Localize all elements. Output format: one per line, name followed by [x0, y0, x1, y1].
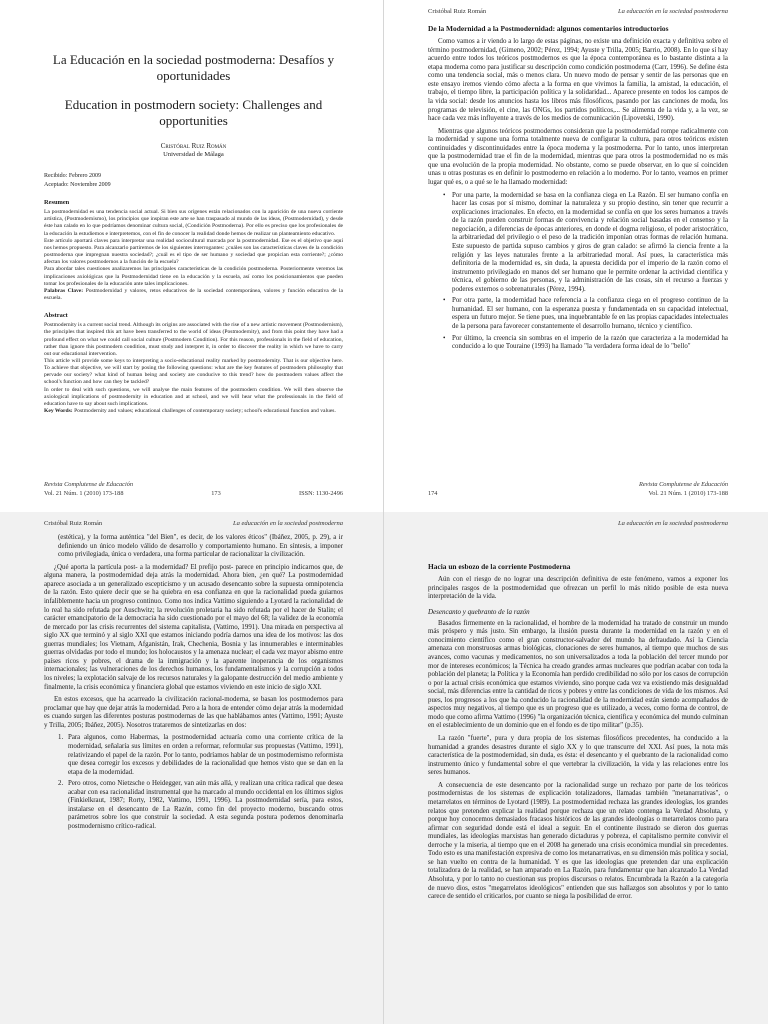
journal-volume: Vol. 21 Núm. 1 (2010) 173-188: [44, 489, 124, 497]
numbered-list: [58, 734, 343, 831]
bullet-item: [443, 334, 728, 352]
item-text: Pero otros, como Nietzsche o Heidegger, van aún más allá, y realizan una crítica radical que desea acabar con esa racionalidad instrumental que ha marcado al mundo occidental en los últimos siglos (Finkielkraut, 1987; Rorty, 1982, Vattimo, 1991, 1996). La postmodernidad sería, para estos, instalarse en el desencanto de La Razón, como fin del proyecto moderno, buscando otros parámetros sobre los que construir la sociedad. A esta segunda postura podemos denominarla postmodernismo crítico-radical.: [68, 780, 343, 830]
running-header-author: Cristóbal Ruiz Román: [44, 520, 103, 527]
section-heading: Hacia un esbozo de la corriente Postmoderna: [428, 562, 571, 571]
resumen-paragraph: Este artículo aportará claves para interpretar una realidad sociocultural marcada por la postmodernidad. Ese es el objetivo que aquí nos hemos propuesto. Para alcanzarlo partiremos de los siguientes interrogantes: ¿cuáles son las características claves de la condición postmoderna que impregnan nuestra sociedad?; ¿cuál es el tipo de ser humano y sociedad que propician esta corriente?; ¿cómo afectan los valores postmodernos a la función de la escuela?: [44, 237, 343, 266]
bullet-text: Por último, la creencia sin sombras en el imperio de la razón que caracteriza a la modernidad ha conducido a lo que Touraine (1993) ha llamado "la verdadera forma ideal de lo "bello": [452, 334, 728, 351]
running-header: [428, 520, 728, 527]
abstract-heading: Abstract: [44, 312, 68, 320]
page-footer: [428, 481, 728, 498]
page-173: [0, 0, 384, 512]
key-words-label: Key Words:: [44, 408, 73, 415]
running-header: [44, 520, 343, 527]
running-header-author: Cristóbal Ruiz Román: [428, 8, 487, 15]
bullet-item: [443, 297, 728, 331]
body-paragraph: Como vamos a ir viendo a lo largo de estas páginas, no existe una definición exacta y definitiva sobre el término postmodernidad, (Gimeno, 2002; Pérez, 1994; Ayuste y Trilla, 2005; Barrio, 2008). En lo que sí hay acuerdo entre todos los teóricos postmodernos es que la época contemporánea es lo bastante distinta a la etapa moderna como para justificar su descripción como condición postmoderna (Carr, 1996). Se define ésta como una tendencia social, más o menos clara. Un nuevo modo de pensar y sentir de las personas que en este ensayo iremos viendo cómo afecta a la forma en que vivimos la familia, la amistad, la educación, el trabajo, el tiempo libre, la participación política y la solidaridad... Aparece presente en todos los campos de la vida social: desde los anuncios hasta los libros más filosóficos, pasando por las canciones de moda, los programas de televisión, el cine, las ONGs, los partidos políticos,... Se alimenta de la vida y, a la vez, se hace cada vez más influyente a través de los medios de comunicación (Lipovetski, 1990).: [428, 38, 728, 123]
page-175: [0, 512, 384, 1024]
bullet-text: Por otra parte, la modernidad hace referencia a la confianza ciega en el progreso continuo de la humanidad. El ser humano, con la esperanza puesta y fundamentada en su capacidad intelectual, espera un futuro mejor. Se tiene pues, una inquebrantable fe en las propias capacidades intelectuales de la persona para favorecer constantemente el desarrollo humano, técnico y científico.: [452, 297, 728, 330]
body-paragraph: Basados firmemente en la racionalidad, el hombre de la modernidad ha tratado de construir un mundo más próspero y más justo. Sin embargo, la ilusión puesta durante la modernidad en la razón y en el conocimiento científico como el gran constructor-salvador del mundo ha defraudado. Así la Ciencia amenaza con monstruosas armas biológicas, clonaciones de seres humanos, al tiempo que muchos de sus avances, como vacunas y medicamentos, no son universalizados a toda la población del tercer mundo por mor de intereses económicos; la Técnica ha creado grandes armas nucleares que podrían acabar con toda la población del planeta; la Política y la Economía han perdido credibilidad no sólo por los casos de corrupción o por la actual crisis económica que estamos viviendo, sino porque cada vez va existiendo más desigualdad social, más diferencias entre la cantidad de ricos y pobres y entre las condiciones de vida de los mismos. Así pues, los progresos a los que ha conducido la racionalidad de la modernidad están siendo acompañados de aspectos muy negativos, al tiempo que es un progreso que es utilizado, a veces, como forma de control, de modo que como afirma Vattimo (1996) "la organización técnica, científica y económica del mundo culminan en el establecimiento de un dominio que en el fondo es de tipo militar" (p.35).: [428, 619, 728, 730]
numbered-item: [58, 780, 343, 831]
bullet-icon: •: [443, 191, 446, 199]
bullet-list: [442, 192, 728, 352]
bullet-icon: •: [443, 297, 446, 305]
running-header-title: La educación en la sociedad postmoderna: [233, 520, 343, 527]
accepted-date: Aceptado: Noviembre 2009: [44, 181, 111, 188]
bullet-item: [443, 191, 728, 295]
item-text: Para algunos, como Habermas, la postmodernidad actuaría como una corriente crítica de la modernidad, señalaría sus límites en orden a reformar, reformular sus propuestas (Vattimo, 1991), relativizando el papel de la razón. Por lo tanto, podríamos hablar de un postmodernismo reformista que desea corregir los excesos y debilidades de la racionalidad que hemos visto que se dan en la etapa de la modernidad.: [68, 734, 343, 776]
author-name: Cristóbal Ruiz Román: [160, 142, 227, 151]
running-header-title: La educación en la sociedad postmoderna: [618, 520, 728, 527]
page-body: [428, 534, 728, 1020]
palabras-clave: [44, 288, 343, 302]
page-number: 173: [211, 489, 221, 497]
bottom-spread: [0, 512, 768, 1024]
palabras-clave-text: Postmodernidad y valores, retos educativos de la sociedad contemporánea, valores y función educativa de la escuela.: [44, 287, 343, 302]
page-174: [384, 0, 768, 512]
page-footer: [44, 481, 343, 498]
received-date: Recibido: Febrero 2009: [44, 173, 101, 180]
body-paragraph: La razón "fuerte", pura y dura propia de los sistemas filosóficos precedentes, ha conducido a la humanidad a grandes desastres durante el siglo XX y lo que transcurre del XXI. Así pues, la nota más característica de la postmodernidad, sin duda, es ésta: el desencanto y el quebranto de la racionalidad como instrumento único y fundamental sobre el que vertebrar la civilización, la vida y las relaciones entre los seres humanos.: [428, 735, 728, 777]
bullet-text: Por una parte, la modernidad se basa en la confianza ciega en La Razón. El ser humano confía en hacer las cosas por sí mismo, dominar la naturaleza y su propio destino, sin tener que recurrir a explicaciones irracionales. En efecto, en la modernidad se confía en que los seres humanos a través de la razón pueden construir formas de convivencia y relación social basadas en el consenso y la negociación, a diferencias de épocas anteriores, en donde el dogma religioso, el poder aristocrático, la arbitrariedad del privilegio o el peso de la tradición imponían otras formas de relación humana. Este supuesto de partida supuso cambios y giros de gran calado: se afirmó la ciencia frente a la religión y las leyes naturales frente a la arbitrariedad moral. Así pues, la característica más definitoria de la modernidad es, sin duda, la apuesta decidida por el imperio de la razón como el instrumento privilegiado en manos del ser humano que le permite ordenar la actividad científica y técnica, el gobierno de las personas, y la administración de las cosas, sin el recurso a fuerzas y poderes externos o sobrenaturales (Pérez, 1994).: [452, 191, 728, 293]
subsection-heading: Desencanto y quebranto de la razón: [428, 607, 530, 616]
item-number: 1.: [58, 734, 64, 742]
key-words-text: Postmodernity and values; educational challenges of contemporary society; school's educational function and values.: [74, 408, 336, 415]
journal-name: Revista Complutense de Educación: [44, 481, 134, 488]
abstract-paragraph: This article will provide some keys to interpreting a socio-educational reality marked by postmodernity. That is our objective here. To achieve that objective, we will start by posing the following questions: what are the key features of postmodern philosophy that pervade our society? what kind of human being and society are conducive to this trend? how do postmodern values affect the school's function and how can they be tackled?: [44, 357, 343, 386]
article-title-spanish: La Educación en la sociedad postmoderna: Desafíos y oportunidades: [52, 52, 335, 83]
resumen-body: [44, 209, 343, 302]
key-words: [44, 408, 343, 415]
abstract-paragraph: In order to deal with such questions, we will analyse the main features of the postmodern condition. We will then observe the axiological implications of postmodernity in education and at school, and we will hear what the professionals in the field of education have to say about such implications.: [44, 386, 343, 407]
author-affiliation: Universidad de Málaga: [163, 151, 224, 159]
numbered-item: [58, 734, 343, 777]
issn: ISSN: 1130-2496: [298, 489, 343, 497]
body-paragraph: ¿Qué aporta la partícula post- a la modernidad? El prefijo post- parece en principio indicarnos que, de alguna manera, la postmodernidad deja atrás la modernidad. Ahora bien, ¿en qué? La postmodernidad aparece asociada a un generalizado escepticismo y un acusado desencanto sobre la supuesta omnipotencia de la razón. Esto quiere decir que se ha quiebra en esa confianza en que la racionalidad pueda guiarnos infaliblemente hacia un progreso continuo. Como nos indica Vattimo siguiendo a Lyotard la racionalidad de lo real ha sido refutada por Auschwitz; la revolución proletaria ha sido refutada por el hacer de Stalin; el carácter emancipatorio de la democracia ha sido cuestionado por el mayo del 68; la validez de la economía de mercado por las crisis recurrentes del sistema capitalista, (Vattimo, 1991). Una mirada en perspectiva al siglo XX que terminó y al siglo XXI que estamos iniciando podría darnos una idea de los motivos: las dos guerras mundiales; los Vietnam, Afganistán, Irak, Chechenia, Bosnia y las innumerables e interminables guerras olvidadas por todo el mundo; los holocaustos y la amenaza nuclear; el cada vez mayor abismo entre países ricos y pobres, el drama de la inmigración y la aparente inoperancia de los organismos internacionales; las vulneraciones de los derechos humanos, los fundamentalismos y la corrupción a todos los niveles; la explotación salvaje de los recursos naturales y la galopante destrucción del medio ambiente y finalmente, la crisis económica y financiera global que estamos viviendo en este inicio de siglo XXI.: [44, 563, 343, 691]
page-body: [44, 534, 343, 1020]
body-paragraph-continued: (estética), y la forma auténtica "del Bien", es decir, de los valores éticos" (Ibáñez, 2005, p. 29), a ir definiendo un único modelo válido de desarrollo y comportamiento humano. En síntesis, a imponer como privilegiada, única o verdadera, una forma particular de racionalizar la civilización.: [58, 534, 343, 559]
article-title-english: Education in postmodern society: Challenges and opportunities: [64, 97, 323, 128]
abstract-paragraph: Postmodernity is a current social trend. Although its origins are associated with the rise of a new artistic movement (Postmodernism), the principles that inspired this art have been transferred to the world of ideas (Postmodernity), and from this point they have had a profound effect on what we could call social culture (Postmodern Condition). For this reason, professionals in the field of education, rather than ignore this postmodern condition, must study and interpret it, in order to discover the reality in which we have to carry out our educational intervention.: [44, 322, 343, 357]
page-176: [384, 512, 768, 1024]
page-body: [428, 22, 728, 476]
article-dates: [44, 172, 343, 189]
body-paragraph: Aún con el riesgo de no lograr una descripción definitiva de este fenómeno, vamos a exponer los principales rasgos de la postmodernidad que ofrezcan un perfil lo más nítido posible de esta nueva interpretación de la vida.: [428, 576, 728, 601]
palabras-clave-label: Palabras Clave:: [44, 287, 84, 294]
body-paragraph: A consecuencia de este desencanto por la racionalidad surge un rechazo por parte de los teóricos postmodernistas de los sistemas de explicación totalizadores, llamadas también "metanarrativas", o metarrelatos en términos de Lyotard (1989). La postmodernidad rechaza las grandes ideologías, los grandes relatos que pretenden explicar la realidad porque rechaza que un relato contenga la Verdad Absoluta, y porque hoy conocemos demasiados fracasos históricos de las grandes ideologías o metarrelatos como para afirmar con seguridad donde está el ideal a seguir. En el continente ilustrado se dieron dos guerras mundiales, las ideologías marxistas han generado dictaduras y pobreza, el capitalismo permite convivir el derroche y la miseria, al tiempo que en el 2008 ha generado una crisis económica mundial sin precedentes. Todo esto es una manifestación expresiva de como los metanarrativas, en su dimensión más política y social, se han vuelto en contra de la humanidad. Y es que las ideologías que pretenden dar una explicación totalizadora de la realidad, se han amparado en La Razón, para fundamentar que han alcanzado La Verdad Absoluta, y por lo tanto no cuestionan sus propios discursos o relatos. Encumbrada la Razón a la categoría de nuevo dios, estos "megarrelatos ideológicos" entienden que sus hallazgos son absolutos y por lo tanto carece de sentido el criticarlos, por cuanto se niega la posibilidad de error.: [428, 781, 728, 901]
body-paragraph: En estos excesos, que ha acarreado la civilización racional-moderna, se basan los postmodernos para proclamar que hay que dejar atrás la modernidad. Pero a la hora de entender cómo dejar atrás la modernidad es cuando surgen las diferentes posturas postmodernas de las que hablábamos antes (Vattimo, 1991; Ayuste y Trilla, 2005; Ibáñez, 2005). Nosotros trataremos de sintetizarlas en dos:: [44, 696, 343, 729]
running-header-title: La educación en la sociedad postmoderna: [618, 8, 728, 15]
journal-name: Revista Complutense de Educación: [638, 481, 728, 488]
section-heading: De la Modernidad a la Postmodernidad: algunos comentarios introductorios: [428, 24, 669, 33]
body-paragraph: Mientras que algunos teóricos postmodernos consideran que la postmodernidad rompe radicalmente con la modernidad y supone una forma totalmente nueva de configurar la cultura, para otros teóricos existen continuidades y discontinuidades entre la época moderna y la postmoderna. Por lo tanto, unos interpretan que la postmodernidad trae el fin de la modernidad, mientras que para otros la postmodernidad no es más que una evolución de la propia modernidad. No obstante, como se puede observar, en lo que sí coinciden unas u otras posturas es en definir lo postmoderno en relación a lo moderno. Por lo tanto, veamos en primer lugar qué es, o a qué se le ha llamado modernidad:: [428, 127, 728, 186]
bullet-icon: •: [443, 334, 446, 342]
abstract-body: [44, 322, 343, 415]
resumen-paragraph: La postmodernidad es una tendencia social actual. Si bien sus orígenes están relacionados con la aparición de una nueva corriente artística, (Postmodernismo), los principios que inspiran este arte se han traspasado al mundo de las ideas, (Postmodernidad), y desde éste han calado en lo que podríamos denominar cultura social, (Condición Postmoderna). Por ello es preciso que los profesionales de la educación la estudiemos e interpretemos, con el fin de conocer la realidad donde hemos de realizar un planteamiento educativo.: [44, 209, 343, 237]
page-number: 174: [428, 489, 438, 497]
resumen-heading: Resumen: [44, 199, 70, 207]
item-number: 2.: [58, 780, 64, 788]
journal-volume: Vol. 21 Núm. 1 (2010) 173-188: [648, 489, 728, 497]
resumen-paragraph: Para abordar tales cuestiones analizaremos las principales características de la condición postmoderna. Posteriormente veremos las implicaciones axiológicas que la Postmodernidad tiene en la educación y la escuela, así como los posicionamientos que pueden tomar los profesionales de la educación ante tales implicaciones.: [44, 266, 343, 287]
running-header: [428, 8, 728, 15]
